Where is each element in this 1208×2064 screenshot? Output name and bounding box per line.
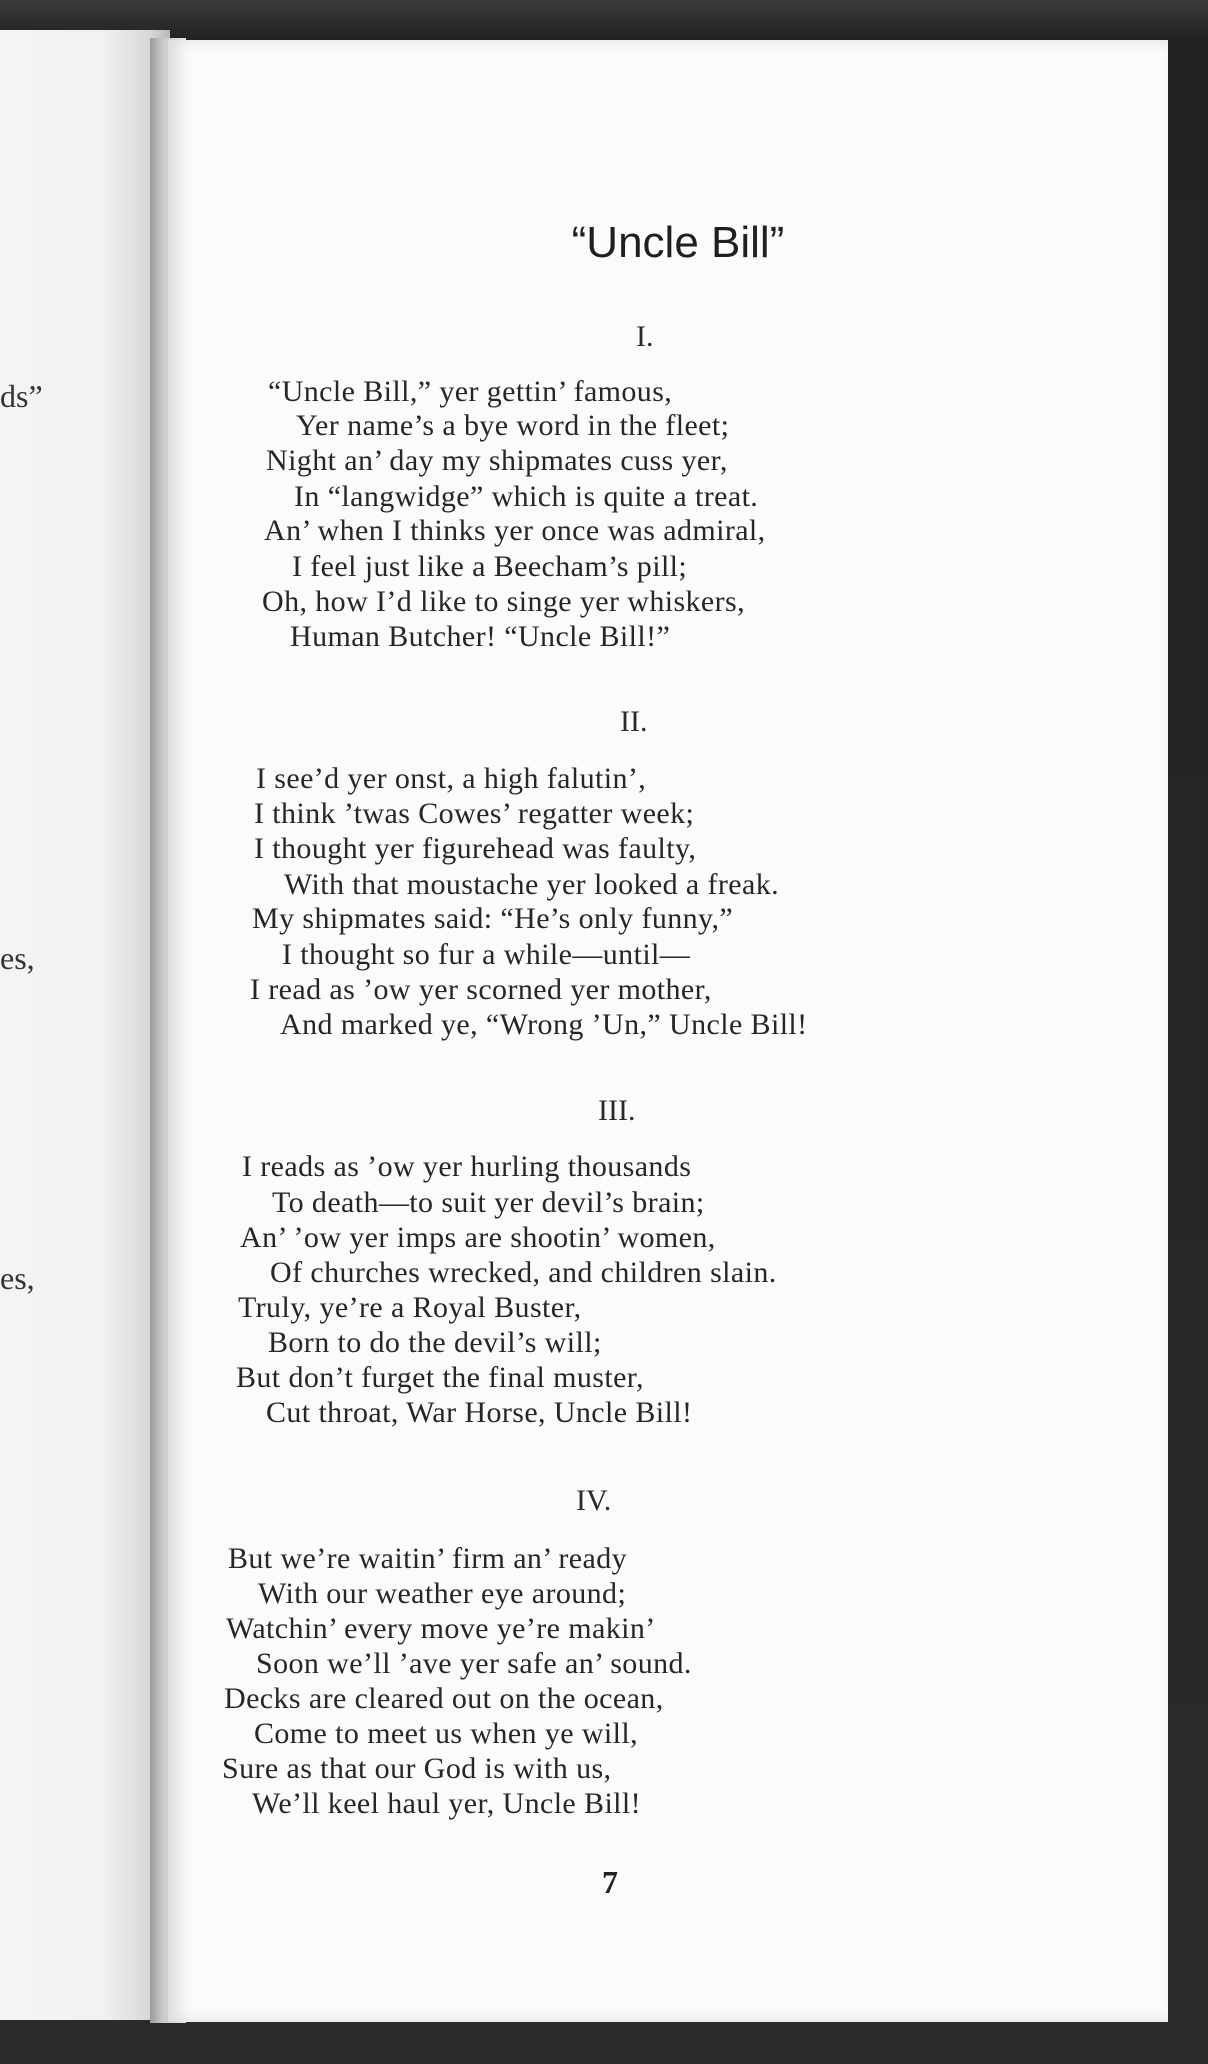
poem-line: “Uncle Bill,” yer gettin’ famous, <box>268 375 673 408</box>
poem-line: Cut throat, War Horse, Uncle Bill! <box>266 1396 693 1429</box>
poem-line: Yer name’s a bye word in the fleet; <box>296 409 730 442</box>
left-page-fragment: ds” <box>0 378 43 414</box>
poem-line: An’ when I thinks yer once was admiral, <box>264 514 766 547</box>
poem-line: An’ ’ow yer imps are shootin’ women, <box>240 1221 716 1254</box>
poem-line: Oh, how I’d like to singe yer whiskers, <box>262 585 746 618</box>
poem-line: I think ’twas Cowes’ regatter week; <box>254 797 695 830</box>
poem-line: Decks are cleared out on the ocean, <box>224 1682 664 1715</box>
poem-line: I reads as ’ow yer hurling thousands <box>242 1150 692 1183</box>
left-page-fragment: es, <box>0 1260 35 1296</box>
poem-line: Born to do the devil’s will; <box>268 1326 602 1359</box>
poem-line: My shipmates said: “He’s only funny,” <box>252 902 734 935</box>
poem-line: To death—to suit yer devil’s brain; <box>272 1186 705 1219</box>
poem-line: Human Butcher! “Uncle Bill!” <box>290 620 671 653</box>
poem-line: With our weather eye around; <box>258 1577 627 1610</box>
poem-line: Watchin’ every move ye’re makin’ <box>226 1612 656 1645</box>
stanza-number: II. <box>620 705 648 738</box>
poem-line: But don’t furget the final muster, <box>236 1361 644 1394</box>
poem-line: We’ll keel haul yer, Uncle Bill! <box>252 1787 642 1820</box>
poem-line: I feel just like a Beecham’s pill; <box>292 550 688 583</box>
poem-title: “Uncle Bill” <box>571 218 785 267</box>
poem-line: Soon we’ll ’ave yer safe an’ sound. <box>256 1647 692 1680</box>
poem-line: Truly, ye’re a Royal Buster, <box>238 1291 582 1324</box>
poem-line: I thought yer figurehead was faulty, <box>254 832 697 865</box>
poem-line: And marked ye, “Wrong ’Un,” Uncle Bill! <box>280 1008 808 1041</box>
stanza-number: I. <box>636 320 654 353</box>
poem-line: Sure as that our God is with us, <box>222 1752 612 1785</box>
poem-line: Of churches wrecked, and children slain. <box>270 1256 777 1289</box>
stanza-number: III. <box>598 1094 636 1127</box>
stanza-number: IV. <box>576 1484 612 1517</box>
page-number: 7 <box>602 1864 618 1900</box>
poem-line: With that moustache yer looked a freak. <box>284 868 780 901</box>
poem-line: But we’re waitin’ firm an’ ready <box>228 1542 628 1575</box>
facing-left-page <box>0 30 170 2020</box>
left-page-fragment: es, <box>0 940 35 976</box>
poem-line: I thought so fur a while—until— <box>282 938 691 971</box>
poem-page <box>168 40 1168 2022</box>
poem-line: I read as ’ow yer scorned yer mother, <box>250 973 712 1006</box>
poem-line: Come to meet us when ye will, <box>254 1717 639 1750</box>
poem-line: In “langwidge” which is quite a treat. <box>294 480 759 513</box>
poem-line: I see’d yer onst, a high falutin’, <box>256 762 647 795</box>
poem-line: Night an’ day my shipmates cuss yer, <box>266 444 728 477</box>
